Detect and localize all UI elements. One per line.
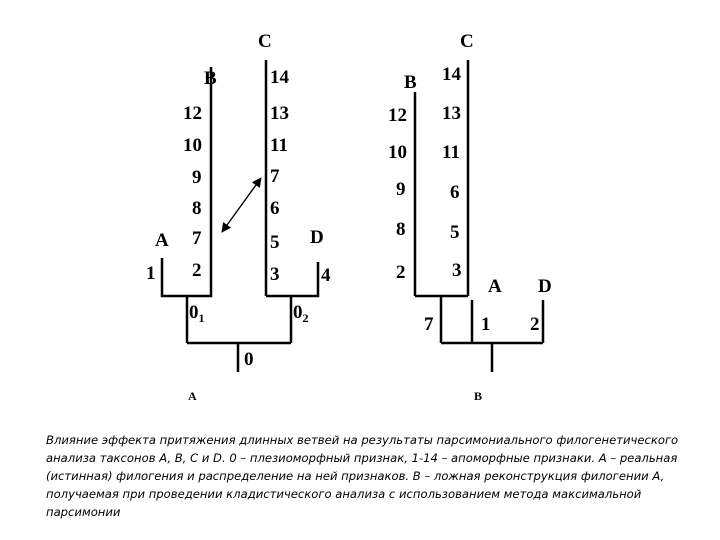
panel-a-char: 10: [183, 135, 202, 156]
attraction-arrow: [222, 178, 261, 232]
panel-a-node-root: 0: [244, 349, 254, 370]
panel-b-taxon-d: D: [538, 276, 552, 297]
panel-b-char: 1: [481, 314, 491, 335]
panel-a: [146, 31, 331, 403]
panel-a-char: 12: [183, 103, 202, 124]
panel-a-char: 13: [270, 103, 289, 124]
panel-a-char: 2: [192, 260, 202, 281]
panel-a-branch-a: [162, 67, 211, 296]
panel-b-char: 11: [442, 142, 460, 163]
panel-a-char: 11: [270, 135, 288, 156]
panel-b: [388, 31, 552, 403]
panel-b-char: 2: [530, 314, 540, 335]
panel-a-taxon-d: D: [310, 227, 324, 248]
panel-b-char: 10: [388, 142, 407, 163]
panel-b-char: 8: [396, 219, 406, 240]
panel-b-char: 3: [452, 260, 462, 281]
panel-b-char: 2: [396, 262, 406, 283]
panel-b-char: 9: [396, 179, 406, 200]
panel-b-char: 7: [424, 314, 434, 335]
panel-a-char: 6: [270, 198, 280, 219]
panel-b-taxon-b: B: [404, 72, 417, 93]
panel-a-char: 7: [192, 228, 202, 249]
panel-a-char: 9: [192, 167, 202, 188]
panel-a-char: 1: [146, 263, 156, 284]
panel-a-node-left: $0_1$: [189, 302, 205, 325]
panel-a-char: 8: [192, 198, 202, 219]
panel-a-taxon-c: C: [258, 31, 272, 52]
panel-a-node-right: $0_2$: [293, 302, 309, 325]
panel-b-char: 14: [442, 64, 461, 85]
panel-b-char: 12: [388, 105, 407, 126]
panel-b-char: 13: [442, 103, 461, 124]
panel-b-taxon-a: A: [488, 276, 502, 297]
panel-b-taxon-c: C: [460, 31, 474, 52]
panel-b-char: 5: [450, 222, 460, 243]
panel-a-taxon-b: B: [204, 68, 217, 89]
panel-b-label: B: [474, 389, 483, 403]
figure-caption: Влияние эффекта притяжения длинных ветвей на результаты парсимониального филогенетического анализа таксонов A, B, C и D. 0 – плезиоморфный признак, 1-14 – апоморфные признаки. A – реальная (истинная) филогения и распределение на ней признаков. B – ложная реконструкция филогении A, получаемая при проведении кладистического анализа с использованием метода максимальной парсимонии: [46, 433, 679, 519]
panel-a-taxon-a: A: [155, 230, 169, 251]
panel-a-char: 14: [270, 67, 289, 88]
panel-a-char: 5: [270, 232, 280, 253]
panel-a-char: 7: [270, 166, 280, 187]
panel-a-label: A: [188, 389, 197, 403]
panel-a-char: 4: [321, 265, 331, 286]
panel-a-char: 3: [270, 264, 280, 285]
panel-b-char: 6: [450, 182, 460, 203]
